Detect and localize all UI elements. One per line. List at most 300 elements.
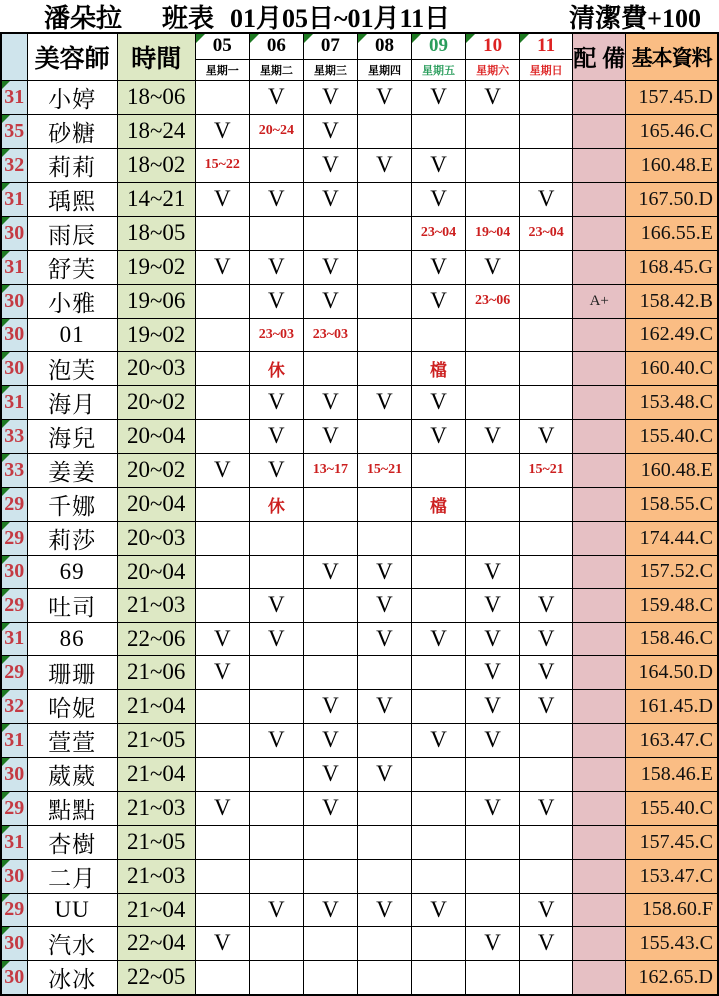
day-cell — [357, 791, 411, 825]
day-cell: V — [357, 588, 411, 622]
day-cell: 23~04 — [520, 216, 573, 250]
time-cell: 21~03 — [117, 791, 195, 825]
time-cell: 20~02 — [117, 385, 195, 419]
age-cell: 31 — [1, 250, 27, 284]
basic-info-cell: 160.48.E — [626, 453, 718, 487]
corner-mark-icon — [2, 285, 10, 293]
schedule-row — [1, 216, 718, 250]
day-cell: V — [303, 757, 357, 791]
corner-mark-icon — [2, 251, 10, 259]
time-cell: 18~24 — [117, 114, 195, 148]
time-cell: 20~04 — [117, 555, 195, 588]
day-cell — [195, 689, 249, 723]
staff-name-cell: 舒芙 — [27, 250, 117, 284]
staff-name-cell: 汽水 — [27, 926, 117, 960]
day-cell — [412, 114, 466, 148]
day-cell — [520, 250, 573, 284]
time-cell: 20~03 — [117, 351, 195, 385]
day-cell — [195, 284, 249, 318]
day-cell — [357, 859, 411, 893]
age-cell: 30 — [1, 284, 27, 318]
staff-name-cell: 瑀熙 — [27, 182, 117, 216]
day-cell: V — [249, 385, 303, 419]
day-cell: V — [357, 622, 411, 655]
day-cell — [357, 655, 411, 689]
age-cell: 33 — [1, 419, 27, 453]
day-cell — [303, 655, 357, 689]
day-cell — [520, 385, 573, 419]
basic-info-cell: 162.65.D — [626, 960, 718, 995]
schedule-row — [1, 960, 718, 995]
day-date-header: 10 — [466, 33, 520, 59]
schedule-row — [1, 114, 718, 148]
age-cell: 30 — [1, 960, 27, 995]
day-cell: V — [412, 148, 466, 182]
day-cell: V — [249, 622, 303, 655]
day-weekday-header: 星期一 — [195, 59, 249, 80]
day-cell — [249, 825, 303, 859]
day-cell — [520, 555, 573, 588]
age-cell: 30 — [1, 318, 27, 351]
basic-info-cell: 155.40.C — [626, 419, 718, 453]
day-cell: V — [520, 893, 573, 926]
corner-mark-icon — [2, 556, 10, 564]
equip-cell — [573, 893, 626, 926]
day-cell — [357, 926, 411, 960]
day-cell: V — [466, 588, 520, 622]
corner-mark-icon — [2, 894, 10, 902]
day-cell: V — [303, 182, 357, 216]
equip-column-header: 配 備 — [573, 33, 626, 80]
day-cell — [303, 487, 357, 521]
basic-info-cell: 158.60.F — [626, 893, 718, 926]
basic-info-cell: 168.45.G — [626, 250, 718, 284]
corner-mark-icon — [2, 183, 10, 191]
day-cell — [357, 114, 411, 148]
equip-cell — [573, 419, 626, 453]
equip-cell: A+ — [573, 284, 626, 318]
day-cell: V — [466, 791, 520, 825]
basic-info-cell: 158.55.C — [626, 487, 718, 521]
basic-info-cell: 155.40.C — [626, 791, 718, 825]
day-cell — [195, 893, 249, 926]
day-cell — [357, 318, 411, 351]
day-cell — [412, 318, 466, 351]
schedule-row — [1, 655, 718, 689]
basic-info-cell: 158.42.B — [626, 284, 718, 318]
staff-name-cell: 小雅 — [27, 284, 117, 318]
day-cell: V — [357, 757, 411, 791]
corner-mark-icon — [2, 352, 10, 360]
equip-cell — [573, 655, 626, 689]
corner-mark-icon — [2, 488, 10, 496]
time-cell: 18~02 — [117, 148, 195, 182]
corner-mark-icon — [466, 34, 475, 43]
basic-info-column-header: 基本資料 — [626, 33, 718, 80]
day-cell — [357, 419, 411, 453]
basic-info-cell: 158.46.C — [626, 622, 718, 655]
equip-cell — [573, 318, 626, 351]
day-cell: V — [412, 284, 466, 318]
basic-info-cell: 155.43.C — [626, 926, 718, 960]
age-cell: 29 — [1, 487, 27, 521]
day-cell: 23~04 — [412, 216, 466, 250]
equip-cell — [573, 487, 626, 521]
basic-info-cell: 158.46.E — [626, 757, 718, 791]
schedule-body — [1, 80, 718, 995]
time-cell: 21~05 — [117, 723, 195, 757]
day-cell: 檔 — [412, 351, 466, 385]
day-cell: V — [303, 80, 357, 114]
day-cell — [195, 487, 249, 521]
day-cell: 19~04 — [466, 216, 520, 250]
age-cell: 31 — [1, 825, 27, 859]
day-cell — [357, 182, 411, 216]
day-cell — [249, 148, 303, 182]
day-cell: V — [303, 555, 357, 588]
day-cell: V — [195, 926, 249, 960]
equip-cell — [573, 521, 626, 555]
day-cell — [195, 825, 249, 859]
corner-mark-icon — [2, 420, 10, 428]
day-cell: 23~06 — [466, 284, 520, 318]
staff-name-cell: 姜姜 — [27, 453, 117, 487]
equip-cell — [573, 80, 626, 114]
day-cell — [195, 318, 249, 351]
day-cell — [412, 655, 466, 689]
day-cell — [249, 521, 303, 555]
day-cell — [357, 960, 411, 995]
staff-name-cell: 冰冰 — [27, 960, 117, 995]
time-cell: 20~04 — [117, 419, 195, 453]
salon-name: 潘朵拉 — [44, 3, 123, 33]
day-cell — [195, 757, 249, 791]
day-cell — [303, 521, 357, 555]
day-cell: V — [357, 148, 411, 182]
schedule-row — [1, 825, 718, 859]
day-cell: V — [412, 893, 466, 926]
day-weekday-header: 星期五 — [412, 59, 466, 80]
day-cell — [412, 453, 466, 487]
age-cell: 29 — [1, 521, 27, 555]
equip-cell — [573, 453, 626, 487]
day-weekday-header: 星期三 — [303, 59, 357, 80]
day-cell — [249, 960, 303, 995]
time-cell: 20~02 — [117, 453, 195, 487]
age-cell: 35 — [1, 114, 27, 148]
day-cell: V — [195, 453, 249, 487]
day-cell: V — [249, 80, 303, 114]
day-cell: V — [412, 80, 466, 114]
day-cell — [520, 148, 573, 182]
cleaning-fee-note: 清潔費+100 — [569, 3, 701, 33]
age-cell: 31 — [1, 182, 27, 216]
day-cell — [303, 825, 357, 859]
day-weekday-header: 星期六 — [466, 59, 520, 80]
day-cell — [466, 960, 520, 995]
corner-mark-icon — [2, 860, 10, 868]
day-cell — [195, 80, 249, 114]
basic-info-cell: 167.50.D — [626, 182, 718, 216]
day-cell: V — [249, 588, 303, 622]
day-cell — [195, 216, 249, 250]
age-cell: 29 — [1, 588, 27, 622]
basic-info-cell: 161.45.D — [626, 689, 718, 723]
day-cell — [357, 351, 411, 385]
day-cell: V — [195, 114, 249, 148]
day-cell — [466, 318, 520, 351]
day-cell — [412, 689, 466, 723]
time-cell: 14~21 — [117, 182, 195, 216]
schedule-row — [1, 351, 718, 385]
day-cell: V — [357, 555, 411, 588]
day-cell: V — [466, 555, 520, 588]
day-cell — [520, 723, 573, 757]
corner-mark-icon — [2, 690, 10, 698]
basic-info-cell: 153.47.C — [626, 859, 718, 893]
day-cell: 15~21 — [357, 453, 411, 487]
basic-info-cell: 160.48.E — [626, 148, 718, 182]
equip-cell — [573, 351, 626, 385]
time-column-header: 時間 — [117, 33, 195, 80]
day-cell: 15~21 — [520, 453, 573, 487]
staff-name-cell: 海兒 — [27, 419, 117, 453]
schedule-row — [1, 385, 718, 419]
day-cell: V — [303, 791, 357, 825]
basic-info-cell: 174.44.C — [626, 521, 718, 555]
equip-cell — [573, 114, 626, 148]
basic-info-cell: 157.45.D — [626, 80, 718, 114]
basic-info-cell: 157.45.C — [626, 825, 718, 859]
schedule-row — [1, 689, 718, 723]
day-cell — [412, 521, 466, 555]
day-cell: V — [466, 419, 520, 453]
day-cell — [466, 825, 520, 859]
corner-mark-icon — [2, 454, 10, 462]
staff-name-cell: 海月 — [27, 385, 117, 419]
day-cell: V — [303, 148, 357, 182]
day-cell — [303, 859, 357, 893]
day-cell: V — [357, 689, 411, 723]
day-cell: V — [520, 622, 573, 655]
day-cell: 23~03 — [303, 318, 357, 351]
equip-cell — [573, 148, 626, 182]
day-weekday-header: 星期日 — [520, 59, 573, 80]
equip-cell — [573, 250, 626, 284]
corner-mark-icon — [2, 792, 10, 800]
staff-name-cell: 點點 — [27, 791, 117, 825]
time-cell: 21~03 — [117, 588, 195, 622]
day-cell — [195, 859, 249, 893]
staff-name-cell: 哈妮 — [27, 689, 117, 723]
schedule-row — [1, 80, 718, 114]
day-cell — [520, 80, 573, 114]
time-cell: 22~06 — [117, 622, 195, 655]
day-cell — [249, 555, 303, 588]
time-cell: 21~05 — [117, 825, 195, 859]
day-cell — [195, 521, 249, 555]
schedule-row — [1, 893, 718, 926]
staff-name-cell: 珊珊 — [27, 655, 117, 689]
day-cell — [520, 351, 573, 385]
corner-mark-icon — [250, 34, 259, 43]
corner-mark-icon — [412, 34, 421, 43]
day-cell — [357, 521, 411, 555]
corner-mark-icon — [2, 961, 10, 969]
day-cell: V — [520, 419, 573, 453]
day-cell: V — [466, 723, 520, 757]
day-cell — [357, 284, 411, 318]
age-cell: 31 — [1, 723, 27, 757]
day-date-header: 05 — [195, 33, 249, 59]
equip-cell — [573, 182, 626, 216]
day-cell — [466, 114, 520, 148]
day-cell: V — [357, 893, 411, 926]
corner-mark-icon — [2, 386, 10, 394]
age-cell: 32 — [1, 689, 27, 723]
day-cell — [303, 216, 357, 250]
age-cell: 29 — [1, 655, 27, 689]
time-cell: 22~05 — [117, 960, 195, 995]
day-cell — [195, 385, 249, 419]
day-cell — [466, 859, 520, 893]
day-cell — [303, 622, 357, 655]
day-cell — [466, 453, 520, 487]
day-cell — [520, 487, 573, 521]
day-cell — [412, 791, 466, 825]
day-cell — [412, 555, 466, 588]
staff-column-header: 美容師 — [27, 33, 117, 80]
schedule-row — [1, 588, 718, 622]
day-cell — [357, 487, 411, 521]
day-cell: V — [303, 689, 357, 723]
corner-cell — [1, 33, 27, 80]
corner-mark-icon — [196, 34, 205, 43]
basic-info-cell: 160.40.C — [626, 351, 718, 385]
equip-cell — [573, 689, 626, 723]
day-date-header: 07 — [303, 33, 357, 59]
day-cell: V — [303, 114, 357, 148]
day-cell: V — [466, 655, 520, 689]
day-cell — [412, 825, 466, 859]
corner-mark-icon — [304, 34, 313, 43]
day-cell: V — [466, 622, 520, 655]
equip-cell — [573, 757, 626, 791]
day-cell — [466, 148, 520, 182]
age-cell: 30 — [1, 859, 27, 893]
day-cell: 15~22 — [195, 148, 249, 182]
staff-name-cell: 葳葳 — [27, 757, 117, 791]
day-cell: V — [249, 453, 303, 487]
corner-mark-icon — [2, 319, 10, 327]
day-cell: V — [249, 182, 303, 216]
day-cell: V — [303, 893, 357, 926]
day-cell: V — [303, 250, 357, 284]
equip-cell — [573, 622, 626, 655]
day-cell — [195, 351, 249, 385]
day-cell — [520, 960, 573, 995]
staff-name-cell: 泡芙 — [27, 351, 117, 385]
basic-info-cell: 153.48.C — [626, 385, 718, 419]
equip-cell — [573, 588, 626, 622]
time-cell: 21~04 — [117, 893, 195, 926]
corner-mark-icon — [2, 724, 10, 732]
schedule-row — [1, 318, 718, 351]
day-cell — [466, 893, 520, 926]
time-cell: 21~03 — [117, 859, 195, 893]
age-cell: 33 — [1, 453, 27, 487]
time-cell: 19~02 — [117, 318, 195, 351]
basic-info-cell: 166.55.E — [626, 216, 718, 250]
day-cell: V — [357, 80, 411, 114]
day-cell — [195, 419, 249, 453]
day-cell: 休 — [249, 487, 303, 521]
equip-cell — [573, 926, 626, 960]
staff-name-cell: 莉莎 — [27, 521, 117, 555]
corner-mark-icon — [2, 623, 10, 631]
day-cell — [303, 926, 357, 960]
day-cell: V — [195, 622, 249, 655]
day-cell: V — [303, 284, 357, 318]
day-cell: V — [412, 182, 466, 216]
staff-name-cell: 小婷 — [27, 80, 117, 114]
age-cell: 31 — [1, 622, 27, 655]
day-cell: V — [520, 791, 573, 825]
staff-name-cell: 砂糖 — [27, 114, 117, 148]
day-cell: V — [412, 385, 466, 419]
age-cell: 32 — [1, 148, 27, 182]
day-cell — [303, 960, 357, 995]
day-cell — [303, 351, 357, 385]
time-cell: 21~06 — [117, 655, 195, 689]
equip-cell — [573, 960, 626, 995]
day-cell — [520, 859, 573, 893]
day-cell — [249, 216, 303, 250]
day-cell — [195, 960, 249, 995]
basic-info-cell: 157.52.C — [626, 555, 718, 588]
day-cell: V — [249, 419, 303, 453]
corner-mark-icon — [2, 522, 10, 530]
day-cell: V — [303, 419, 357, 453]
day-cell — [520, 284, 573, 318]
schedule-row — [1, 926, 718, 960]
day-cell: V — [466, 80, 520, 114]
schedule-row — [1, 555, 718, 588]
day-cell — [357, 723, 411, 757]
day-cell: V — [466, 250, 520, 284]
day-cell — [249, 859, 303, 893]
staff-name-cell: 二月 — [27, 859, 117, 893]
day-cell — [466, 757, 520, 791]
age-cell: 31 — [1, 80, 27, 114]
schedule-row — [1, 723, 718, 757]
day-cell: V — [249, 284, 303, 318]
day-cell: V — [195, 250, 249, 284]
day-cell: V — [466, 689, 520, 723]
equip-cell — [573, 791, 626, 825]
day-date-header: 11 — [520, 33, 573, 59]
staff-name-cell: 86 — [27, 622, 117, 655]
corner-mark-icon — [2, 656, 10, 664]
time-cell: 19~02 — [117, 250, 195, 284]
day-cell — [249, 689, 303, 723]
day-cell: V — [466, 926, 520, 960]
schedule-row — [1, 521, 718, 555]
day-cell: V — [357, 385, 411, 419]
day-cell: 休 — [249, 351, 303, 385]
day-weekday-header: 星期四 — [357, 59, 411, 80]
basic-info-cell: 159.48.C — [626, 588, 718, 622]
